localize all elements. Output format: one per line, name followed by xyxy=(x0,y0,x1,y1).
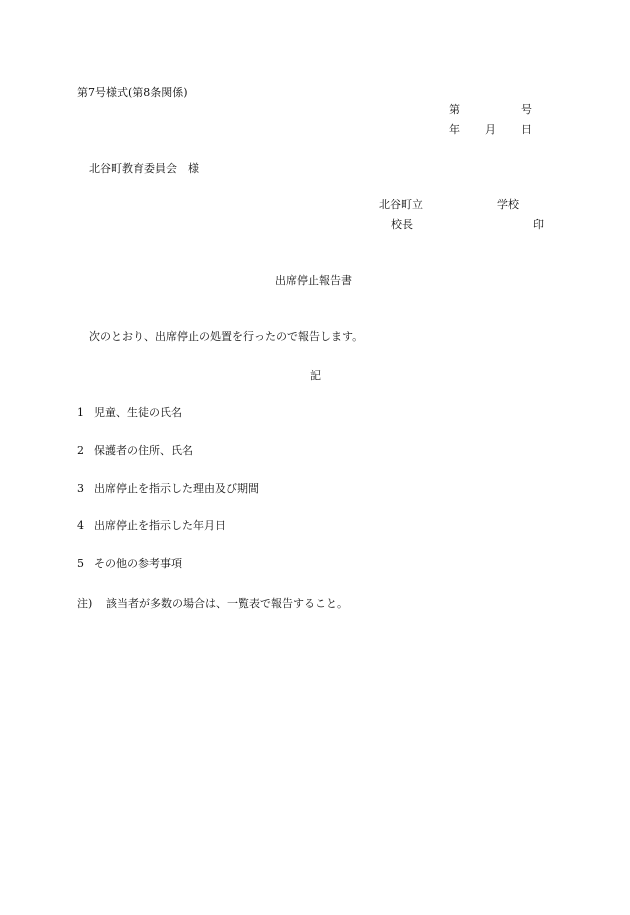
body-text: 次のとおり、出席停止の処置を行ったので報告します。 xyxy=(89,330,364,343)
sender-principal: 校長 xyxy=(391,218,413,231)
list-item-label: 出席停止を指示した理由及び期間 xyxy=(94,482,259,495)
date-year: 年 xyxy=(449,123,460,136)
list-item-label: 出席停止を指示した年月日 xyxy=(94,519,226,532)
date-day: 日 xyxy=(521,123,532,136)
list-item-number: 1 xyxy=(77,406,84,419)
list-item-label: その他の参考事項 xyxy=(94,557,182,570)
doc-number-go: 号 xyxy=(521,103,532,116)
addressee: 北谷町教育委員会 様 xyxy=(89,162,199,175)
list-item-label: 保護者の住所、氏名 xyxy=(94,444,193,457)
seal-mark: 印 xyxy=(533,218,544,231)
note-text: 該当者が多数の場合は、一覧表で報告すること。 xyxy=(106,597,348,610)
list-item-number: 4 xyxy=(77,519,84,532)
list-item-label: 児童、生徒の氏名 xyxy=(94,406,182,419)
sender-school: 学校 xyxy=(497,198,519,211)
form-number: 第7号様式(第8条関係) xyxy=(77,86,188,99)
doc-number-dai: 第 xyxy=(449,103,460,116)
list-item-number: 5 xyxy=(77,557,84,570)
sender-town: 北谷町立 xyxy=(379,198,423,211)
list-item-number: 3 xyxy=(77,482,84,495)
ki-heading: 記 xyxy=(310,369,321,382)
list-item-number: 2 xyxy=(77,444,84,457)
date-month: 月 xyxy=(485,123,496,136)
document-title: 出席停止報告書 xyxy=(275,274,352,287)
note-label: 注) xyxy=(77,597,93,610)
